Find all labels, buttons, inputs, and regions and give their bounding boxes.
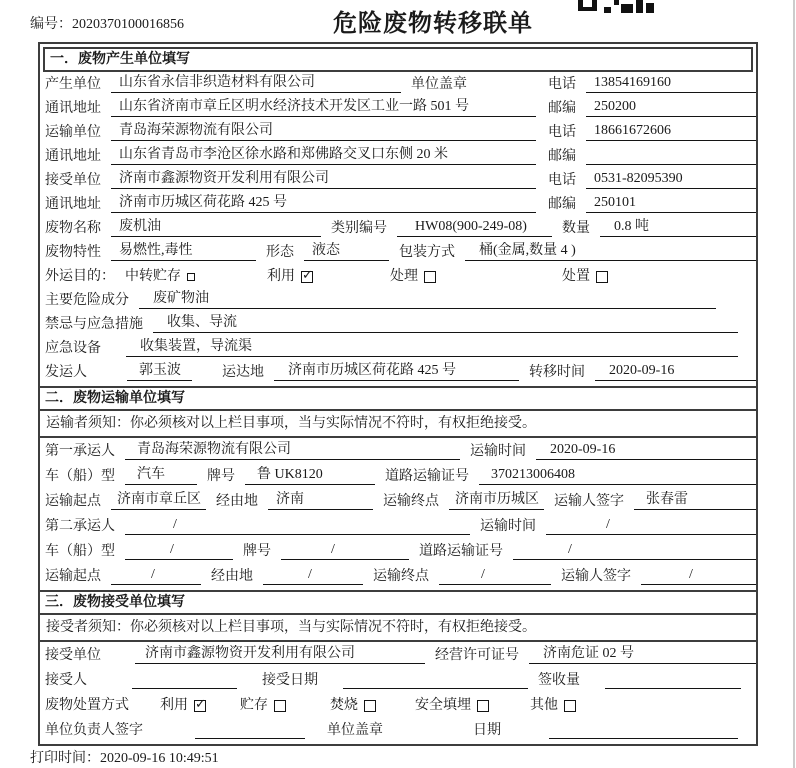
field-value: 18661672606 <box>586 122 756 141</box>
field-label: 外运目的： <box>45 269 115 284</box>
checkbox-field <box>530 697 576 714</box>
field-label: 应急设备 <box>45 341 101 356</box>
section-rows <box>40 438 756 590</box>
spacer <box>111 663 125 664</box>
field-label: 接受单位 <box>45 648 101 663</box>
checkbox-label: 利用 <box>267 269 295 284</box>
checkbox-label: 焚烧 <box>330 698 358 713</box>
field-value: 山东省永信非织造材料有限公司 <box>111 74 401 93</box>
field-value: 液态 <box>304 242 389 261</box>
field-label: 禁忌与应急措施 <box>45 317 143 332</box>
field-value: 13854169160 <box>586 74 756 93</box>
field-label: 形态 <box>266 245 294 260</box>
field-label: 牌号 <box>243 544 271 559</box>
field-value: / <box>546 516 756 535</box>
checkbox-checked-icon: ✓ <box>195 696 206 712</box>
spacer <box>499 713 520 714</box>
field-label: 运输终点 <box>373 569 429 584</box>
form-row <box>40 216 756 240</box>
checkbox-field <box>562 268 608 285</box>
field-value: 郭玉波 <box>127 362 192 381</box>
spacer <box>139 713 150 714</box>
checkbox-label: 利用 <box>160 698 188 713</box>
spacer <box>97 688 122 689</box>
field-label: 运输起点 <box>45 569 101 584</box>
checkbox-field <box>390 268 436 285</box>
field-value: / <box>439 566 551 585</box>
field-value: / <box>125 541 233 560</box>
waste-receiver-section <box>40 590 756 744</box>
spacer <box>153 738 185 739</box>
field-value: 济南危证 02 号 <box>529 645 756 664</box>
field-value: 济南市鑫源物资开发利用有限公司 <box>135 645 425 664</box>
form-row <box>40 168 756 192</box>
checkbox-checked-icon: ✓ <box>302 267 313 283</box>
checkbox-field <box>330 697 376 714</box>
field-label: 道路运输证号 <box>385 469 469 484</box>
field-label: 邮编 <box>548 197 576 212</box>
section-note: 接受者须知：你必须核对以上栏目事项，当与实际情况不符时，有权拒绝接受。 <box>40 615 756 642</box>
form-row <box>40 72 756 96</box>
field-label: 接受单位 <box>45 173 101 188</box>
manifest-form <box>38 42 758 746</box>
section-note: 运输者须知：你必须核对以上栏目事项，当与实际情况不符时，有权拒绝接受。 <box>40 411 756 438</box>
field-label: 运输人签字 <box>561 569 631 584</box>
checkbox-icon <box>564 700 576 712</box>
waste-generator-section <box>40 47 756 386</box>
field-label: 单位盖章 <box>411 77 467 92</box>
field-label: 第一承运人 <box>45 444 115 459</box>
form-row <box>40 717 756 742</box>
field-label: 通讯地址 <box>45 149 101 164</box>
checkbox-icon <box>274 700 286 712</box>
spacer <box>511 738 539 739</box>
form-row <box>40 667 756 692</box>
field-label: 通讯地址 <box>45 197 101 212</box>
spacer <box>205 284 257 285</box>
form-row <box>40 264 756 288</box>
serial-number <box>30 13 184 33</box>
field-label: 接受人 <box>45 673 87 688</box>
section-rows <box>40 642 756 744</box>
spacer <box>386 713 405 714</box>
form-row <box>40 692 756 717</box>
field-value: 250101 <box>586 194 756 213</box>
field-label: 类别编号 <box>331 221 387 236</box>
field-value: 2020-09-16 <box>595 362 756 381</box>
field-label: 签收量 <box>538 673 580 688</box>
form-row <box>40 192 756 216</box>
form-row <box>40 96 756 120</box>
form-row <box>40 144 756 168</box>
field-value: / <box>263 566 363 585</box>
spacer <box>97 380 117 381</box>
checkbox-field <box>125 268 195 285</box>
field-label: 牌号 <box>207 469 235 484</box>
section-header: 一．废物产生单位填写 <box>43 47 753 72</box>
field-value: 收集装置，导流渠 <box>126 338 738 357</box>
spacer <box>323 284 380 285</box>
field-value <box>195 720 305 739</box>
checkbox-field <box>267 268 313 285</box>
field-label: 单位负责人签字 <box>45 723 143 738</box>
spacer <box>111 356 116 357</box>
field-value: 青岛海荣源物流有限公司 <box>125 441 460 460</box>
field-label: 运输时间 <box>480 519 536 534</box>
form-row <box>40 360 756 384</box>
checkbox-label: 贮存 <box>240 698 268 713</box>
field-label: 包装方式 <box>399 245 455 260</box>
field-label: 日期 <box>473 723 501 738</box>
field-label: 车（船）型 <box>45 469 115 484</box>
waste-transporter-section <box>40 386 756 590</box>
section-header: 三．废物接受单位填写 <box>40 590 756 615</box>
page-title: 危险废物转移联单 <box>333 11 533 37</box>
print-time-value: 2020-09-16 10:49:51 <box>100 751 219 766</box>
field-value: 鲁 UK8120 <box>245 466 375 485</box>
form-row <box>40 488 756 513</box>
field-value <box>132 670 237 689</box>
field-label: 车（船）型 <box>45 544 115 559</box>
field-label: 转移时间 <box>529 365 585 380</box>
checkbox-field <box>415 697 489 714</box>
field-value: 青岛海荣源物流有限公司 <box>111 122 536 141</box>
section-rows <box>40 72 756 386</box>
field-label: 邮编 <box>548 101 576 116</box>
field-value: 济南市鑫源物资开发利用有限公司 <box>111 170 536 189</box>
field-label: 道路运输证号 <box>419 544 503 559</box>
form-row <box>40 312 756 336</box>
field-value: 0.8 吨 <box>600 218 756 237</box>
spacer <box>328 688 333 689</box>
field-value: / <box>641 566 756 585</box>
checkbox-icon <box>187 273 195 281</box>
spacer <box>216 713 230 714</box>
field-label: 通讯地址 <box>45 101 101 116</box>
field-value: 张春雷 <box>634 491 756 510</box>
form-row <box>40 120 756 144</box>
section-header: 二．废物运输单位填写 <box>40 386 756 411</box>
serial-label: 编号： <box>30 17 72 32</box>
field-value: 废机油 <box>111 218 321 237</box>
field-value <box>605 670 741 689</box>
field-label: 运输单位 <box>45 125 101 140</box>
field-value: 山东省济南市章丘区明水经济技术开发区工业一路 501 号 <box>111 98 536 117</box>
checkbox-icon <box>364 700 376 712</box>
field-label: 经营许可证号 <box>435 648 519 663</box>
field-label: 电话 <box>548 173 576 188</box>
field-label: 第二承运人 <box>45 519 115 534</box>
field-label: 废物名称 <box>45 221 101 236</box>
field-label: 运输起点 <box>45 494 101 509</box>
field-label: 运输终点 <box>383 494 439 509</box>
field-value: / <box>513 541 756 560</box>
form-row <box>40 438 756 463</box>
print-time <box>30 747 219 767</box>
field-label: 电话 <box>548 125 576 140</box>
checkbox-label: 处置 <box>562 269 590 284</box>
form-row <box>40 463 756 488</box>
checkbox-label: 安全填埋 <box>415 698 471 713</box>
field-value: 易燃性,毒性 <box>111 242 256 261</box>
spacer <box>393 738 463 739</box>
form-row <box>40 288 756 312</box>
spacer <box>247 688 252 689</box>
field-value: 废矿物油 <box>139 290 716 309</box>
field-label: 产生单位 <box>45 77 101 92</box>
field-label: 发运人 <box>45 365 87 380</box>
page-right-edge <box>793 0 795 768</box>
field-value <box>343 670 528 689</box>
spacer <box>202 380 212 381</box>
field-value: / <box>125 516 470 535</box>
field-value: 济南 <box>268 491 373 510</box>
form-row <box>40 336 756 360</box>
field-label: 废物处置方式 <box>45 698 129 713</box>
field-value: 汽车 <box>125 466 197 485</box>
field-label: 废物特性 <box>45 245 101 260</box>
serial-value: 2020370100016856 <box>72 17 184 32</box>
form-row <box>40 513 756 538</box>
checkbox-icon <box>477 700 489 712</box>
field-label: 数量 <box>562 221 590 236</box>
field-value: 2020-09-16 <box>536 441 756 460</box>
checkbox-icon <box>596 271 608 283</box>
field-value: 0531-82095390 <box>586 170 756 189</box>
field-value: / <box>281 541 409 560</box>
field-value: 济南市历城区荷花路 425 号 <box>274 362 519 381</box>
field-label: 单位盖章 <box>327 723 383 738</box>
field-label: 主要危险成分 <box>45 293 129 308</box>
field-label: 运输人签字 <box>554 494 624 509</box>
checkbox-icon <box>424 271 436 283</box>
field-value: 收集、导流 <box>153 314 738 333</box>
field-value <box>586 146 756 165</box>
field-label: 经由地 <box>211 569 253 584</box>
field-label: 运达地 <box>222 365 264 380</box>
field-label: 接受日期 <box>262 673 318 688</box>
field-value: 济南市历城区荷花路 425 号 <box>111 194 536 213</box>
checkbox-label: 其他 <box>530 698 558 713</box>
field-label: 邮编 <box>548 149 576 164</box>
qr-code-fragment-icon <box>578 0 654 13</box>
form-row <box>40 642 756 667</box>
spacer <box>296 713 320 714</box>
form-row <box>40 563 756 588</box>
spacer <box>315 738 317 739</box>
checkbox-field <box>240 697 286 714</box>
checkbox-field <box>160 697 206 714</box>
checkbox-label: 处理 <box>390 269 418 284</box>
field-value <box>549 720 738 739</box>
spacer <box>446 284 552 285</box>
field-value: 桶(金属,数量 4 ) <box>465 242 756 261</box>
field-value: 济南市历城区 <box>449 491 544 510</box>
checkbox-label: 中转贮存 <box>125 269 181 284</box>
field-value: / <box>111 566 201 585</box>
field-value: 济南市章丘区 <box>111 491 206 510</box>
field-label: 运输时间 <box>470 444 526 459</box>
field-label: 电话 <box>548 77 576 92</box>
field-label: 经由地 <box>216 494 258 509</box>
field-value: HW08(900-249-08) <box>397 218 552 237</box>
field-value: 370213006408 <box>479 466 756 485</box>
form-row <box>40 240 756 264</box>
field-value: 山东省青岛市李沧区徐水路和郑佛路交叉口东侧 20 米 <box>111 146 536 165</box>
spacer <box>590 688 595 689</box>
print-time-label: 打印时间： <box>30 751 100 766</box>
field-value: 250200 <box>586 98 756 117</box>
form-row <box>40 538 756 563</box>
